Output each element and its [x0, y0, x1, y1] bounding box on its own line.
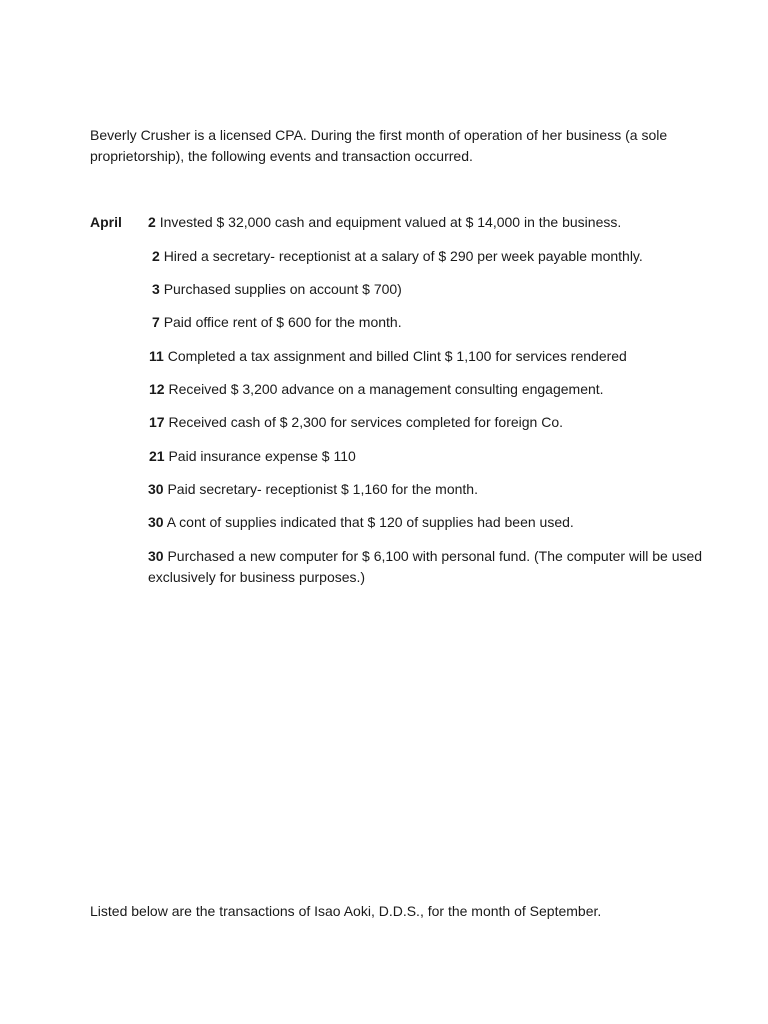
next-problem-paragraph: Listed below are the transactions of Isao Aoki, D.D.S., for the month of September. [90, 903, 602, 919]
transaction-entry [148, 546, 718, 588]
month-label: April [90, 214, 122, 230]
transaction-day: 7 [152, 314, 160, 330]
transaction-entry [149, 379, 719, 400]
transaction-entry [148, 479, 718, 500]
transaction-text: Received cash of $ 2,300 for services completed for foreign Co. [168, 414, 564, 430]
transaction-text: A cont of supplies indicated that $ 120 of supplies had been used. [166, 514, 574, 530]
transaction-day: 11 [149, 348, 164, 364]
intro-paragraph: Beverly Crusher is a licensed CPA. During the first month of operation of her business (a sole proprietorship), the following events and transaction occurred. [90, 127, 668, 164]
transaction-entry [149, 346, 719, 367]
transaction-day: 17 [149, 414, 165, 430]
transaction-text: Paid secretary- receptionist $ 1,160 for the month. [167, 481, 478, 497]
transaction-text: Purchased a new computer for $ 6,100 with personal fund. (The computer will be used exclusively for business purposes.) [148, 548, 703, 585]
transaction-text: Received $ 3,200 advance on a management consulting engagement. [168, 381, 604, 397]
transaction-text: Completed a tax assignment and billed Clint $ 1,100 for services rendered [167, 348, 627, 364]
transaction-entry [152, 312, 722, 333]
transaction-day: 21 [149, 448, 165, 464]
transaction-text: Paid office rent of $ 600 for the month. [163, 314, 402, 330]
transaction-entry [152, 246, 722, 267]
transaction-text: Hired a secretary- receptionist at a salary of $ 290 per week payable monthly. [163, 248, 643, 264]
transaction-day: 12 [149, 381, 165, 397]
transaction-day: 30 [148, 481, 164, 497]
transaction-entry [149, 412, 719, 433]
transaction-text: Purchased supplies on account $ 700) [163, 281, 402, 297]
transaction-entry [148, 212, 718, 233]
transaction-text: Invested $ 32,000 cash and equipment valued at $ 14,000 in the business. [159, 214, 622, 230]
transaction-day: 2 [148, 214, 156, 230]
transaction-day: 3 [152, 281, 160, 297]
transaction-entry [149, 446, 719, 467]
transaction-entry [148, 512, 718, 533]
transaction-day: 30 [148, 548, 164, 564]
transaction-text: Paid insurance expense $ 110 [168, 448, 356, 464]
transaction-day: 2 [152, 248, 160, 264]
transaction-day: 30 [148, 514, 164, 530]
transaction-entry [152, 279, 722, 300]
